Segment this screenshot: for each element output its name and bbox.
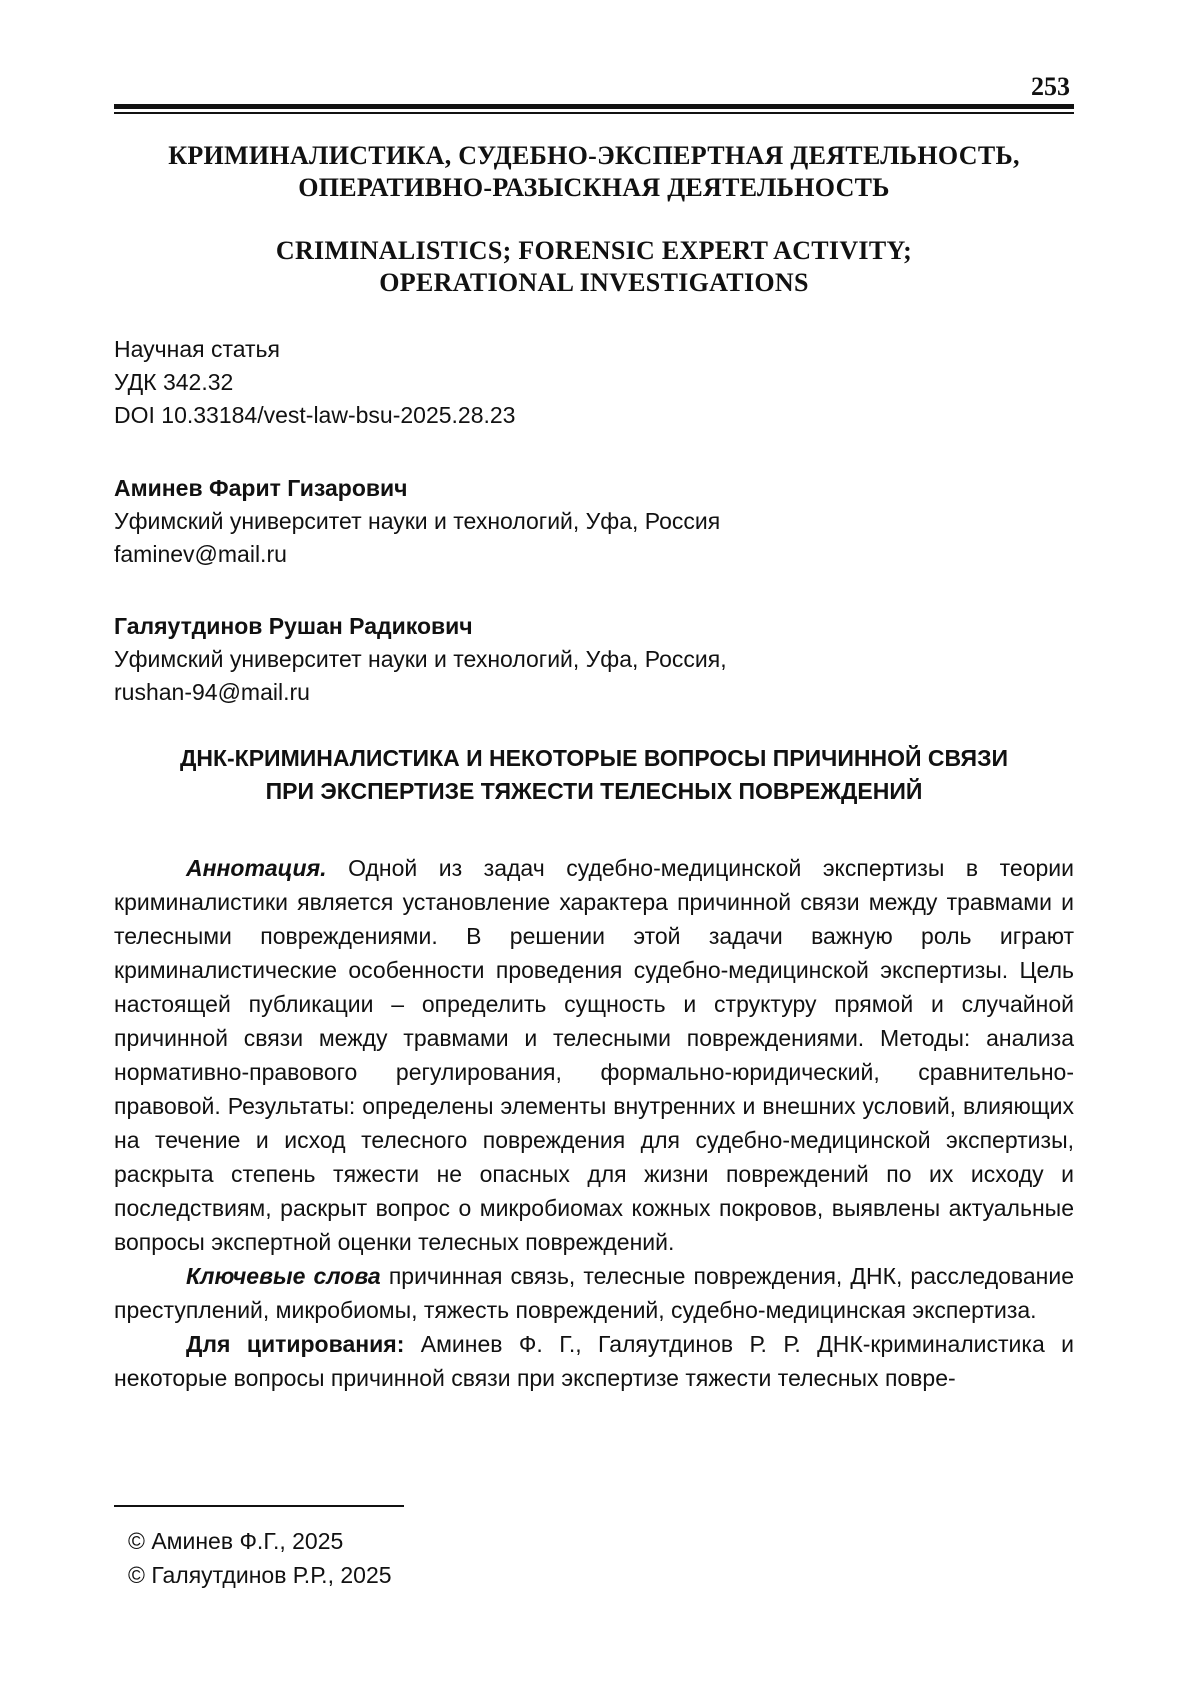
section-heading-ru [114, 140, 1074, 204]
citation-label: Для цитирования: [186, 1331, 405, 1357]
article-type: Научная статья [114, 336, 280, 362]
header-rule-thick [114, 104, 1074, 109]
footnote-rule [114, 1505, 404, 1507]
citation-paragraph [114, 1327, 1074, 1395]
page-number: 253 [1031, 72, 1070, 101]
abstract-text: Одной из задач судебно-медицинской экспертизы в теории криминалистики является установление характера причинной связи между травмами и телесными повреждениями. В решении этой задачи важную роль играют криминалистические особенности проведения судебно-медицинской экспертизы. Цель настоящей публикации – определить сущность и структуру прямой и случайной причинной связи между травмами и телесными повреждениями. Методы: анализа нормативно-правового регулирования, формально-юридический, сравнительно-правовой. Результаты: определены элементы внутренних и внешних условий, влияющих на течение и исход телесного повреждения для судебно-медицинской экспертизы, раскрыта степень тяжести не опасных для жизни повреждений по их исходу и последствиям, раскрыт вопрос о микробиомах кожных покровов, выявлены актуальные вопросы экспертной оценки телесных повреждений. [114, 855, 1074, 1255]
article-title-line1: ДНК-КРИМИНАЛИСТИКА И НЕКОТОРЫЕ ВОПРОСЫ ПРИЧИННОЙ СВЯЗИ [179, 745, 1009, 771]
author-name: Аминев Фарит Гизарович [114, 475, 408, 501]
author-email: rushan-94@mail.ru [114, 679, 310, 705]
abstract-block [114, 851, 1074, 1395]
author-block [114, 610, 1074, 709]
article-title [114, 742, 1074, 808]
abstract-paragraph [114, 851, 1074, 1259]
article-meta [114, 333, 1074, 432]
udc-code: УДК 342.32 [114, 369, 234, 395]
section-heading-en-line1: CRIMINALISTICS; FORENSIC EXPERT ACTIVITY; [275, 236, 913, 265]
section-heading-en [114, 235, 1074, 299]
citation-text: Аминев Ф. Г., Галяутдинов Р. Р. ДНК-криминалистика и некоторые вопросы причинной связи при экспертизе тяжести телесных повре- [114, 1331, 1075, 1391]
keywords-paragraph [114, 1259, 1074, 1327]
author-block [114, 472, 1074, 571]
keywords-text: причинная связь, телесные повреждения, ДНК, расследование преступлений, микробиомы, тяжесть повреждений, судебно-медицинская экспертиза. [114, 1263, 1075, 1323]
doi: DOI 10.33184/vest-law-bsu-2025.28.23 [114, 402, 516, 428]
author-affiliation: Уфимский университет науки и технологий, Уфа, Россия [114, 508, 721, 534]
article-title-line2: ПРИ ЭКСПЕРТИЗЕ ТЯЖЕСТИ ТЕЛЕСНЫХ ПОВРЕЖДЕНИЙ [265, 778, 923, 804]
copyright-note: © Аминев Ф.Г., 2025 [128, 1528, 344, 1554]
author-affiliation: Уфимский университет науки и технологий, Уфа, Россия, [114, 646, 727, 672]
copyright-note: © Галяутдинов Р.Р., 2025 [128, 1562, 392, 1588]
section-heading-en-line2: OPERATIONAL INVESTIGATIONS [379, 268, 809, 297]
author-name: Галяутдинов Рушан Радикович [114, 613, 473, 639]
abstract-label: Аннотация. [186, 855, 327, 881]
footnotes [128, 1524, 392, 1592]
section-heading-ru-line1: КРИМИНАЛИСТИКА, СУДЕБНО-ЭКСПЕРТНАЯ ДЕЯТЕЛЬНОСТЬ, [168, 141, 1020, 170]
section-heading-ru-line2: ОПЕРАТИВНО-РАЗЫСКНАЯ ДЕЯТЕЛЬНОСТЬ [298, 173, 890, 202]
header-rule-thin [114, 112, 1074, 114]
author-email: faminev@mail.ru [114, 541, 287, 567]
keywords-label: Ключевые слова [186, 1263, 381, 1289]
